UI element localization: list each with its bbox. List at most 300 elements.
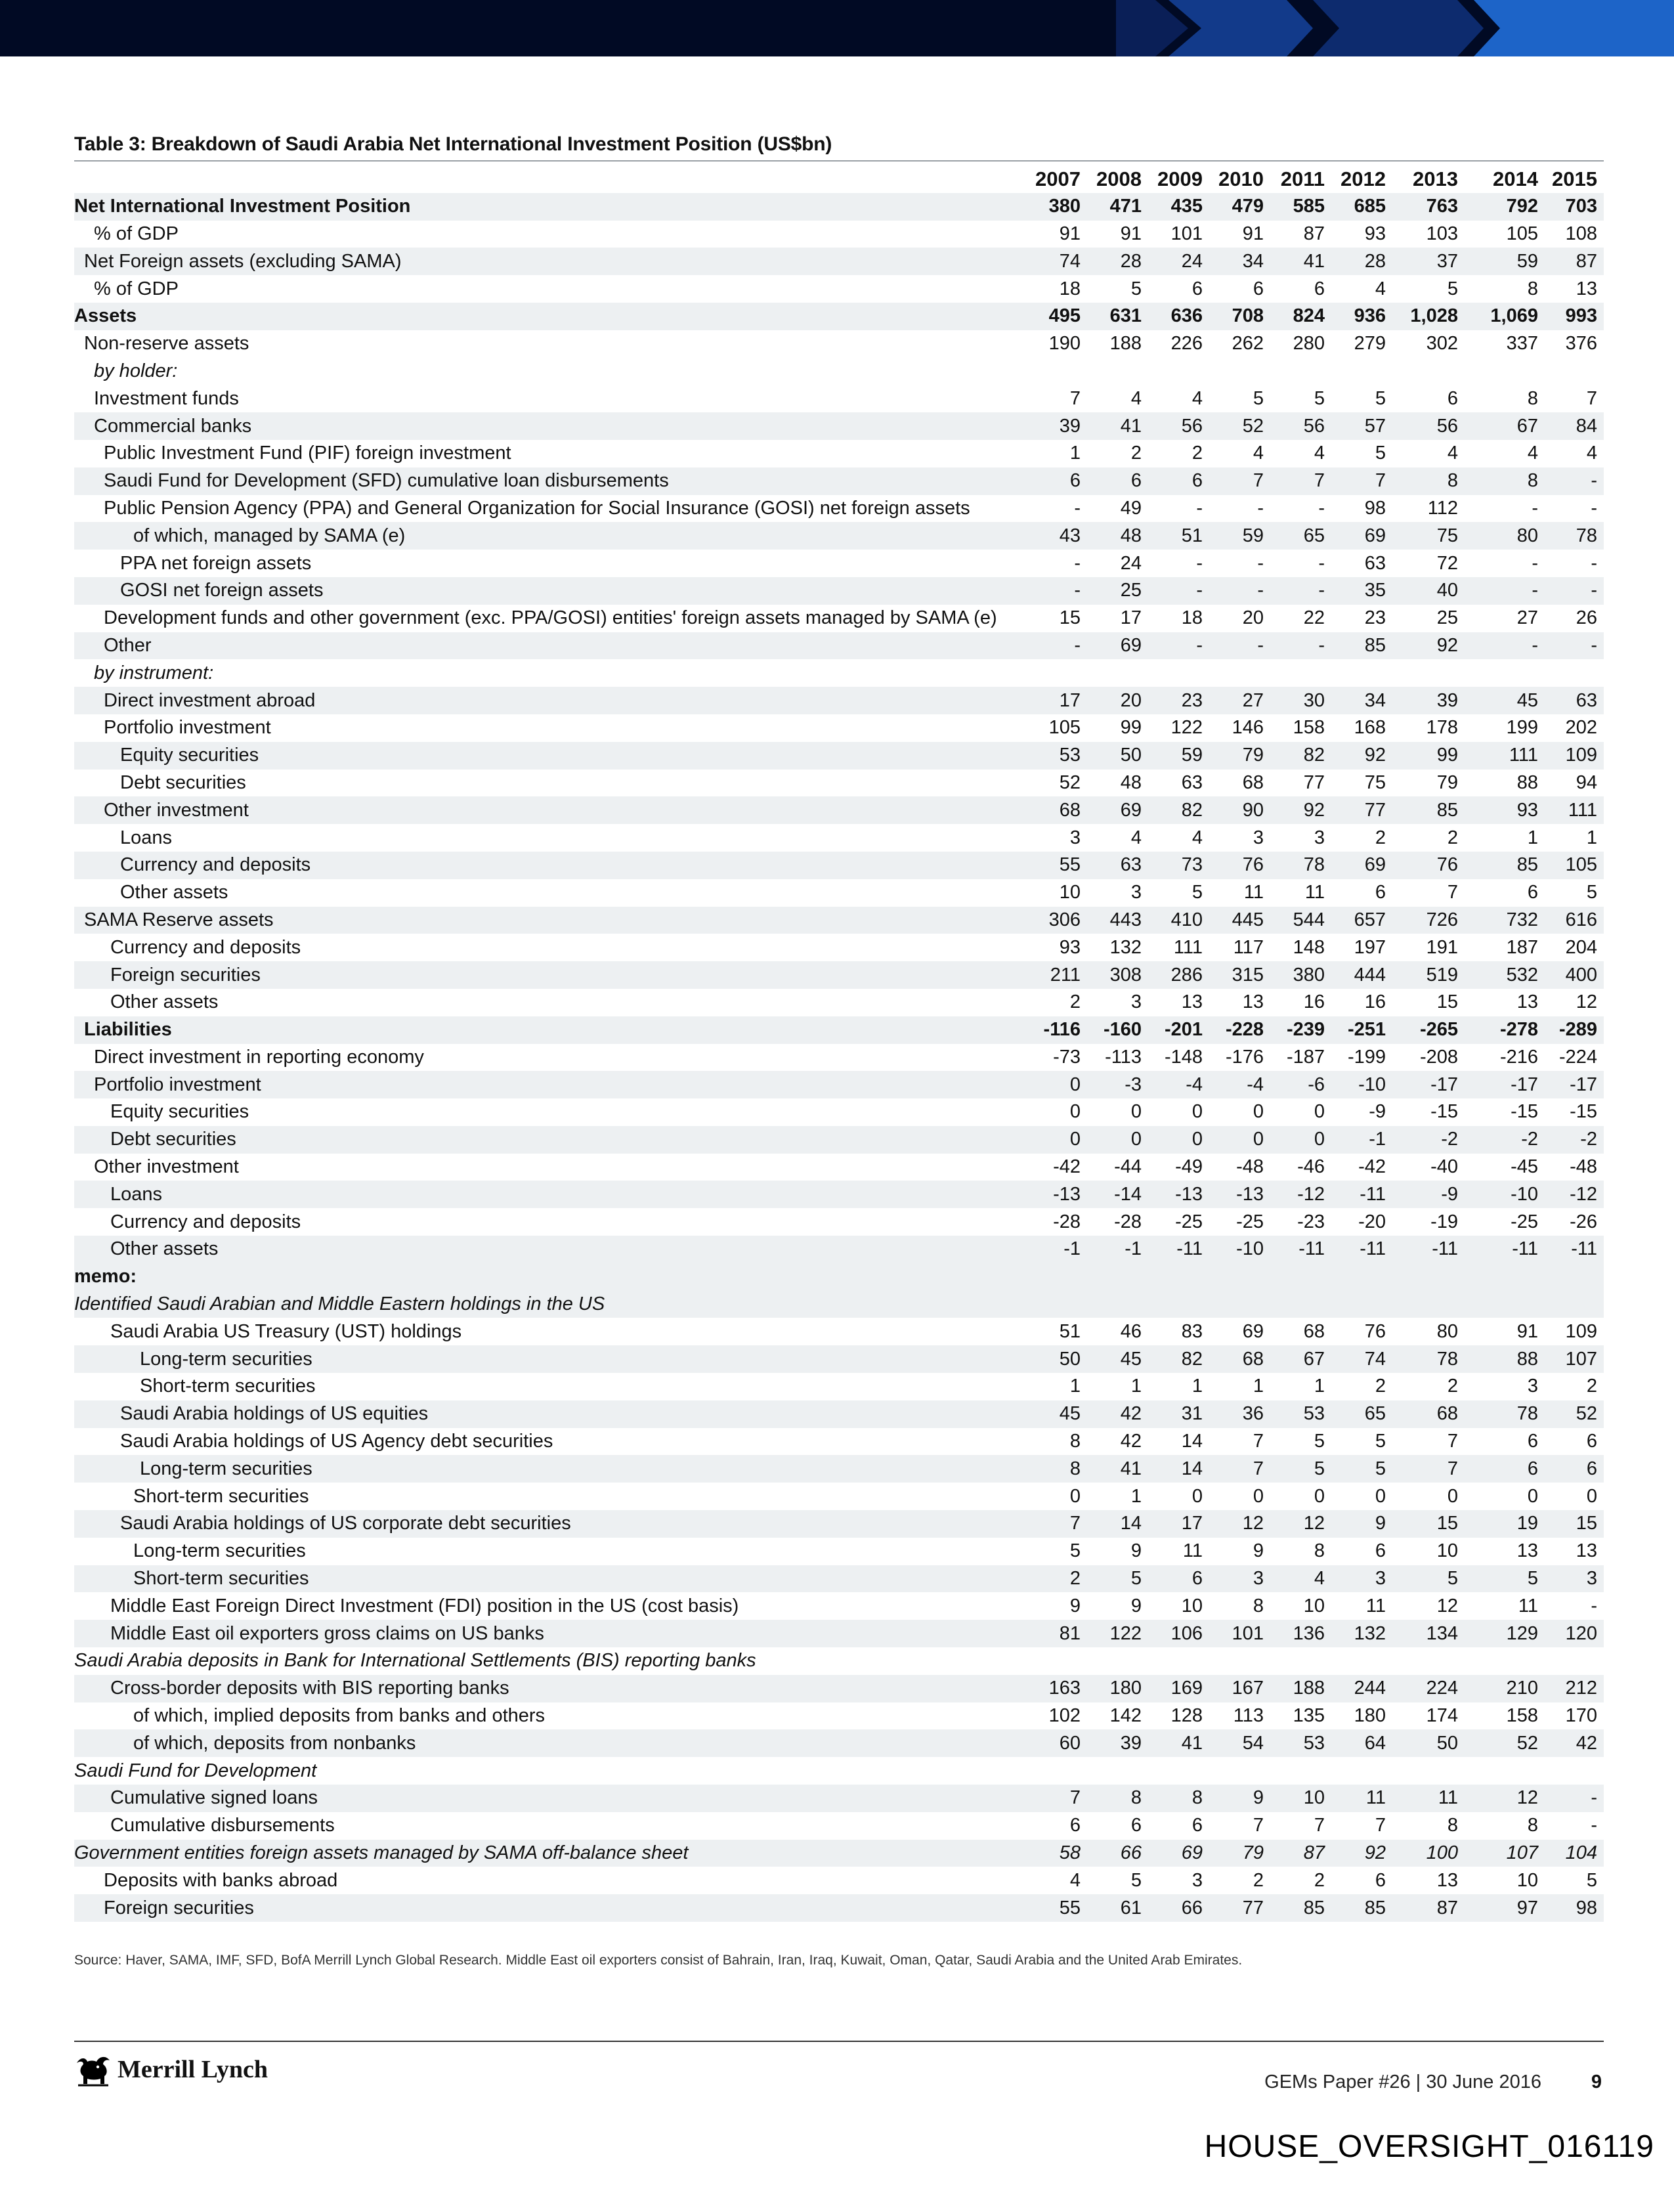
value-cell: -148 — [1164, 1046, 1203, 1068]
table-row — [74, 1620, 1604, 1647]
value-cell: 0 — [1375, 1485, 1386, 1507]
value-cell — [1087, 1263, 1148, 1291]
value-cell: 1 — [1191, 1376, 1203, 1397]
value-cell: -9 — [1369, 1101, 1386, 1123]
value-cell — [1545, 1291, 1604, 1318]
value-cell: 210 — [1465, 1675, 1545, 1702]
value-cell — [1270, 659, 1331, 687]
value-cell: -187 — [1286, 1046, 1325, 1068]
year-header-row — [74, 165, 1604, 193]
value-cell — [1087, 358, 1148, 385]
row-label: Cumulative disbursements — [110, 1815, 335, 1836]
value-cell: 8 — [1253, 1595, 1264, 1616]
value-cell: 15 — [1545, 1510, 1604, 1538]
value-cell: 136 — [1270, 1620, 1331, 1647]
value-cell: 2 — [1447, 1376, 1458, 1397]
table-row — [74, 742, 1604, 770]
value-cell: 3 — [1331, 1565, 1392, 1593]
row-label: Long-term securities — [74, 1455, 1026, 1483]
value-cell: 82 — [1270, 742, 1331, 770]
table-row — [74, 550, 1604, 577]
footer-divider — [74, 2041, 1604, 2042]
value-cell: 8 — [1465, 467, 1545, 495]
value-cell: 82 — [1148, 1345, 1209, 1373]
value-cell: 55 — [1026, 1894, 1087, 1922]
value-cell: -1 — [1331, 1126, 1392, 1154]
table-row — [74, 1400, 1604, 1428]
value-cell: 726 — [1392, 907, 1465, 934]
value-cell: 7 — [1392, 1455, 1465, 1483]
value-cell: 445 — [1209, 907, 1270, 934]
row-label: Net International Investment Position — [74, 193, 1026, 221]
value-cell: 3 — [1130, 991, 1142, 1013]
value-cell: 1 — [1586, 827, 1597, 848]
row-label: Commercial banks — [74, 412, 1026, 440]
value-cell: - — [1270, 632, 1331, 660]
value-cell: -11 — [1270, 1236, 1331, 1263]
value-cell: 39 — [1392, 687, 1465, 714]
row-label: Portfolio investment — [74, 1071, 1026, 1098]
table-row — [74, 1154, 1604, 1181]
row-label: by holder: — [94, 360, 178, 381]
value-cell: 13 — [1576, 278, 1597, 299]
title-divider — [74, 160, 1604, 162]
value-cell: -251 — [1331, 1016, 1392, 1044]
value-cell: 76 — [1392, 852, 1465, 879]
value-cell: 18 — [1059, 278, 1081, 299]
value-cell: 936 — [1331, 303, 1392, 330]
value-cell: 77 — [1209, 1894, 1270, 1922]
row-label: Other assets — [110, 991, 219, 1013]
value-cell: 9 — [1130, 1540, 1142, 1562]
value-cell: 12 — [1436, 1595, 1458, 1616]
value-cell: 109 — [1565, 1320, 1597, 1342]
value-cell — [1209, 358, 1270, 385]
value-cell: 178 — [1426, 717, 1458, 739]
value-cell: 88 — [1465, 1345, 1545, 1373]
value-cell: -11 — [1331, 1236, 1392, 1263]
row-label: Foreign securities — [74, 1894, 1026, 1922]
value-cell: 74 — [1331, 1345, 1392, 1373]
value-cell: 148 — [1293, 936, 1325, 958]
table-row — [74, 1510, 1604, 1538]
value-cell: 129 — [1465, 1620, 1545, 1647]
table-row — [74, 1729, 1604, 1757]
value-cell: 400 — [1545, 961, 1604, 989]
value-cell: 79 — [1209, 742, 1270, 770]
value-cell: 163 — [1026, 1675, 1087, 1702]
value-cell: 63 — [1364, 552, 1386, 574]
value-cell: 64 — [1331, 1729, 1392, 1757]
value-cell — [1545, 1647, 1604, 1675]
row-label: Development funds and other government (exc. PPA/GOSI) entities' foreign assets managed by SAMA (e) — [104, 607, 997, 629]
value-cell: 2 — [1130, 443, 1142, 464]
value-cell — [1392, 358, 1465, 385]
value-cell: 93 — [1364, 223, 1386, 244]
value-cell: 111 — [1173, 936, 1203, 958]
value-cell: 10 — [1059, 882, 1081, 903]
table-row — [74, 1867, 1604, 1894]
value-cell: 113 — [1233, 1705, 1264, 1727]
value-cell: 27 — [1209, 687, 1270, 714]
table-row — [74, 659, 1604, 687]
value-cell: 88 — [1516, 771, 1538, 793]
value-cell — [1148, 659, 1209, 687]
value-cell: 108 — [1565, 223, 1597, 244]
row-label: of which, deposits from nonbanks — [74, 1729, 1026, 1757]
value-cell: -208 — [1419, 1046, 1458, 1068]
page-number: 9 — [1591, 2071, 1602, 2093]
value-cell: 3 — [1314, 827, 1325, 848]
value-cell: 2 — [1586, 1376, 1597, 1397]
value-cell: 20 — [1087, 687, 1148, 714]
value-cell: 167 — [1209, 1675, 1270, 1702]
value-cell: -116 — [1026, 1016, 1087, 1044]
value-cell: - — [1148, 577, 1209, 605]
value-cell: -19 — [1430, 1211, 1458, 1232]
value-cell: 78 — [1270, 852, 1331, 879]
value-cell: -1 — [1026, 1236, 1087, 1263]
value-cell: 74 — [1026, 248, 1087, 275]
value-cell: 68 — [1303, 1320, 1325, 1342]
table-row — [74, 1757, 1604, 1785]
value-cell: 8 — [1527, 1815, 1538, 1836]
value-cell: -3 — [1087, 1071, 1148, 1098]
value-cell: 315 — [1209, 961, 1270, 989]
value-cell: 100 — [1392, 1840, 1465, 1867]
value-cell: -14 — [1087, 1181, 1148, 1208]
chevron-banner-graphic — [1116, 0, 1674, 56]
value-cell: 7 — [1253, 1431, 1264, 1452]
value-cell: 6 — [1148, 1565, 1209, 1593]
row-label: Other assets — [120, 882, 228, 903]
value-cell: -228 — [1209, 1016, 1270, 1044]
value-cell — [1209, 1263, 1270, 1291]
value-cell: -199 — [1347, 1046, 1386, 1068]
value-cell: 15 — [1392, 1510, 1465, 1538]
row-label: Other investment — [94, 1156, 239, 1178]
value-cell: 6 — [1069, 1815, 1081, 1836]
value-cell: - — [1591, 552, 1597, 574]
bull-icon — [74, 2054, 112, 2088]
value-cell: 105 — [1506, 223, 1538, 244]
top-banner — [0, 0, 1674, 56]
row-label: Government entities foreign assets managed by SAMA off-balance sheet — [74, 1840, 1026, 1867]
value-cell: 67 — [1270, 1345, 1331, 1373]
value-cell: 122 — [1087, 1620, 1148, 1647]
row-label: Saudi Fund for Development — [74, 1760, 317, 1781]
value-cell: 708 — [1209, 303, 1270, 330]
table-row — [74, 1702, 1604, 1730]
value-cell: 6 — [1191, 1815, 1203, 1836]
value-cell: 0 — [1069, 1101, 1081, 1123]
row-label: Direct investment abroad — [74, 687, 1026, 714]
value-cell: 12 — [1465, 1785, 1545, 1812]
value-cell: 68 — [1392, 1400, 1465, 1428]
value-cell: - — [1257, 497, 1264, 519]
table-row — [74, 1483, 1604, 1510]
value-cell: 58 — [1026, 1840, 1087, 1867]
value-cell: 4 — [1527, 443, 1538, 464]
value-cell: 11 — [1304, 882, 1325, 903]
table-row — [74, 1647, 1604, 1675]
value-cell: - — [1026, 632, 1087, 660]
value-cell — [1465, 1291, 1545, 1318]
value-cell: 76 — [1364, 1320, 1386, 1342]
value-cell: 0 — [1148, 1126, 1209, 1154]
value-cell: 101 — [1170, 223, 1203, 244]
value-cell: - — [1074, 497, 1081, 519]
value-cell: 52 — [1209, 412, 1270, 440]
value-cell: -17 — [1545, 1071, 1604, 1098]
value-cell: 158 — [1293, 717, 1325, 739]
table-row — [74, 1428, 1604, 1456]
value-cell: - — [1257, 552, 1264, 574]
row-label: Saudi Arabia holdings of US corporate debt securities — [74, 1510, 1026, 1538]
value-cell: 0 — [1191, 1485, 1203, 1507]
value-cell: 262 — [1232, 333, 1264, 355]
value-cell: 2 — [1447, 827, 1458, 848]
table-row — [74, 193, 1604, 221]
value-cell: 36 — [1209, 1400, 1270, 1428]
value-cell: 1 — [1130, 1485, 1142, 1507]
value-cell: - — [1532, 497, 1538, 519]
value-cell: -4 — [1148, 1071, 1209, 1098]
value-cell: 92 — [1392, 632, 1465, 660]
value-cell: 0 — [1253, 1485, 1264, 1507]
value-cell: -25 — [1511, 1211, 1538, 1232]
value-cell: 14 — [1087, 1510, 1148, 1538]
table-row — [74, 1098, 1604, 1126]
value-cell — [1148, 1647, 1209, 1675]
value-cell: 495 — [1026, 303, 1087, 330]
value-cell: 69 — [1331, 852, 1392, 879]
value-cell: 7 — [1209, 1455, 1270, 1483]
value-cell: 109 — [1545, 742, 1604, 770]
value-cell: 56 — [1270, 412, 1331, 440]
source-note: Source: Haver, SAMA, IMF, SFD, BofA Merrill Lynch Global Research. Middle East oil exporters consist of Bahrain, Iran, Iraq, Kuwait, Oman, Qatar, Saudi Arabia and the United Arab Emirates. — [74, 1953, 1243, 1968]
table-row — [74, 1263, 1604, 1291]
value-cell — [1087, 1647, 1148, 1675]
value-cell: 69 — [1331, 522, 1392, 550]
value-cell: 39 — [1087, 1729, 1148, 1757]
value-cell: 8 — [1069, 1431, 1081, 1452]
value-cell: 92 — [1270, 796, 1331, 824]
value-cell: 75 — [1392, 522, 1465, 550]
value-cell: 11 — [1365, 1595, 1386, 1616]
value-cell — [1209, 1291, 1270, 1318]
value-cell: -11 — [1331, 1181, 1392, 1208]
value-cell: 380 — [1270, 961, 1331, 989]
row-label: Loans — [120, 827, 173, 848]
value-cell: -160 — [1087, 1016, 1148, 1044]
value-cell: 98 — [1364, 497, 1386, 519]
value-cell: 0 — [1314, 1101, 1325, 1123]
value-cell: 435 — [1148, 193, 1209, 221]
value-cell: 10 — [1270, 1785, 1331, 1812]
table-row — [74, 934, 1604, 961]
value-cell: 59 — [1209, 522, 1270, 550]
value-cell: -289 — [1545, 1016, 1604, 1044]
value-cell: 24 — [1120, 552, 1142, 574]
value-cell — [1545, 1263, 1604, 1291]
table-row — [74, 385, 1604, 412]
value-cell: 134 — [1392, 1620, 1465, 1647]
merrill-lynch-logo — [74, 2054, 268, 2088]
row-label: Cumulative signed loans — [74, 1785, 1026, 1812]
table-row — [74, 1236, 1604, 1263]
value-cell: 5 — [1130, 1869, 1142, 1891]
value-cell: 616 — [1545, 907, 1604, 934]
value-cell: 6 — [1026, 467, 1087, 495]
value-cell — [1209, 1647, 1270, 1675]
value-cell: 112 — [1427, 497, 1458, 519]
value-cell: 7 — [1253, 1815, 1264, 1836]
value-cell: 107 — [1465, 1840, 1545, 1867]
row-label: Middle East Foreign Direct Investment (FDI) position in the US (cost basis) — [110, 1595, 739, 1616]
value-cell: 337 — [1506, 333, 1538, 355]
value-cell: 76 — [1209, 852, 1270, 879]
value-cell — [1392, 1263, 1465, 1291]
row-label: by instrument: — [94, 662, 214, 683]
value-cell: -13 — [1026, 1181, 1087, 1208]
value-cell: -26 — [1570, 1211, 1597, 1232]
table-row — [74, 1812, 1604, 1840]
value-cell: 34 — [1331, 687, 1392, 714]
value-cell: 3 — [1253, 827, 1264, 848]
value-cell: 122 — [1170, 717, 1203, 739]
value-cell: 12 — [1209, 1510, 1270, 1538]
value-cell — [1026, 1757, 1087, 1785]
value-cell: 0 — [1447, 1485, 1458, 1507]
table-row — [74, 714, 1604, 742]
value-cell: 4 — [1447, 443, 1458, 464]
value-cell: 6 — [1130, 1815, 1142, 1836]
value-cell — [1331, 659, 1392, 687]
row-label: Currency and deposits — [74, 852, 1026, 879]
year-header: 2007 — [1035, 167, 1081, 191]
value-cell: 11 — [1243, 882, 1264, 903]
value-cell: 6 — [1465, 1455, 1545, 1483]
row-label: Portfolio investment — [104, 717, 271, 739]
value-cell: 80 — [1465, 522, 1545, 550]
value-cell: 4 — [1191, 827, 1203, 848]
value-cell: -6 — [1270, 1071, 1331, 1098]
value-cell: 13 — [1436, 1869, 1458, 1891]
value-cell: 78 — [1545, 522, 1604, 550]
value-cell: 2 — [1314, 1869, 1325, 1891]
value-cell: -40 — [1430, 1156, 1458, 1178]
value-cell: 226 — [1170, 333, 1203, 355]
value-cell: 12 — [1270, 1510, 1331, 1538]
value-cell — [1148, 358, 1209, 385]
value-cell: 52 — [1059, 771, 1081, 793]
value-cell: 92 — [1331, 742, 1392, 770]
value-cell: - — [1545, 1785, 1604, 1812]
value-cell: 10 — [1303, 1595, 1325, 1616]
value-cell: 532 — [1465, 961, 1545, 989]
value-cell: 78 — [1392, 1345, 1465, 1373]
value-cell: -20 — [1358, 1211, 1386, 1232]
value-cell: 5 — [1375, 1431, 1386, 1452]
table-row — [74, 961, 1604, 989]
value-cell: 211 — [1026, 961, 1087, 989]
value-cell: 7 — [1209, 467, 1270, 495]
value-cell: -2 — [1392, 1126, 1465, 1154]
value-cell — [1148, 1757, 1209, 1785]
value-cell: 111 — [1465, 742, 1545, 770]
value-cell: 2 — [1253, 1869, 1264, 1891]
value-cell: 0 — [1209, 1126, 1270, 1154]
value-cell: 12 — [1576, 991, 1597, 1013]
value-cell: 68 — [1209, 1345, 1270, 1373]
row-label: Foreign securities — [74, 961, 1026, 989]
value-cell: 63 — [1181, 771, 1203, 793]
value-cell — [1465, 659, 1545, 687]
value-cell: 0 — [1026, 1071, 1087, 1098]
value-cell: 8 — [1026, 1455, 1087, 1483]
row-label: Saudi Arabia holdings of US Agency debt securities — [120, 1431, 553, 1452]
value-cell: 72 — [1436, 552, 1458, 574]
table-row — [74, 796, 1604, 824]
value-cell: 66 — [1148, 1894, 1209, 1922]
value-cell: 41 — [1087, 412, 1148, 440]
value-cell — [1270, 1291, 1331, 1318]
value-cell: 78 — [1465, 1400, 1545, 1428]
table-row — [74, 303, 1604, 330]
value-cell: 8 — [1527, 387, 1538, 409]
value-cell: -17 — [1392, 1071, 1465, 1098]
value-cell: 4 — [1375, 278, 1386, 299]
value-cell: 9 — [1331, 1510, 1392, 1538]
value-cell: 52 — [1465, 1729, 1545, 1757]
table-row — [74, 1840, 1604, 1867]
value-cell: 52 — [1545, 1400, 1604, 1428]
value-cell: - — [1465, 632, 1545, 660]
table-row — [74, 907, 1604, 934]
table-row — [74, 1181, 1604, 1208]
value-cell: 3 — [1209, 1565, 1270, 1593]
value-cell: 2 — [1375, 1376, 1386, 1397]
value-cell: 81 — [1026, 1620, 1087, 1647]
value-cell: 99 — [1392, 742, 1465, 770]
value-cell: 80 — [1436, 1320, 1458, 1342]
row-label: PPA net foreign assets — [120, 552, 312, 574]
value-cell: -28 — [1114, 1211, 1142, 1232]
value-cell: -265 — [1392, 1016, 1465, 1044]
value-cell: 132 — [1109, 936, 1142, 958]
value-cell: 69 — [1087, 796, 1148, 824]
value-cell: 43 — [1026, 522, 1087, 550]
table-row — [74, 1565, 1604, 1593]
value-cell: 1 — [1130, 1376, 1142, 1397]
value-cell: 69 — [1087, 632, 1148, 660]
value-cell: 63 — [1087, 852, 1148, 879]
value-cell: 11 — [1331, 1785, 1392, 1812]
table-row — [74, 1044, 1604, 1072]
value-cell: 48 — [1087, 522, 1148, 550]
value-cell: 376 — [1565, 333, 1597, 355]
value-cell: - — [1148, 632, 1209, 660]
value-cell: - — [1270, 577, 1331, 605]
value-cell: 1 — [1253, 1376, 1264, 1397]
table-row — [74, 1373, 1604, 1400]
value-cell: -176 — [1225, 1046, 1264, 1068]
value-cell: 97 — [1465, 1894, 1545, 1922]
value-cell: -11 — [1545, 1236, 1604, 1263]
value-cell: 7 — [1069, 387, 1081, 409]
value-cell: 0 — [1527, 1485, 1538, 1507]
